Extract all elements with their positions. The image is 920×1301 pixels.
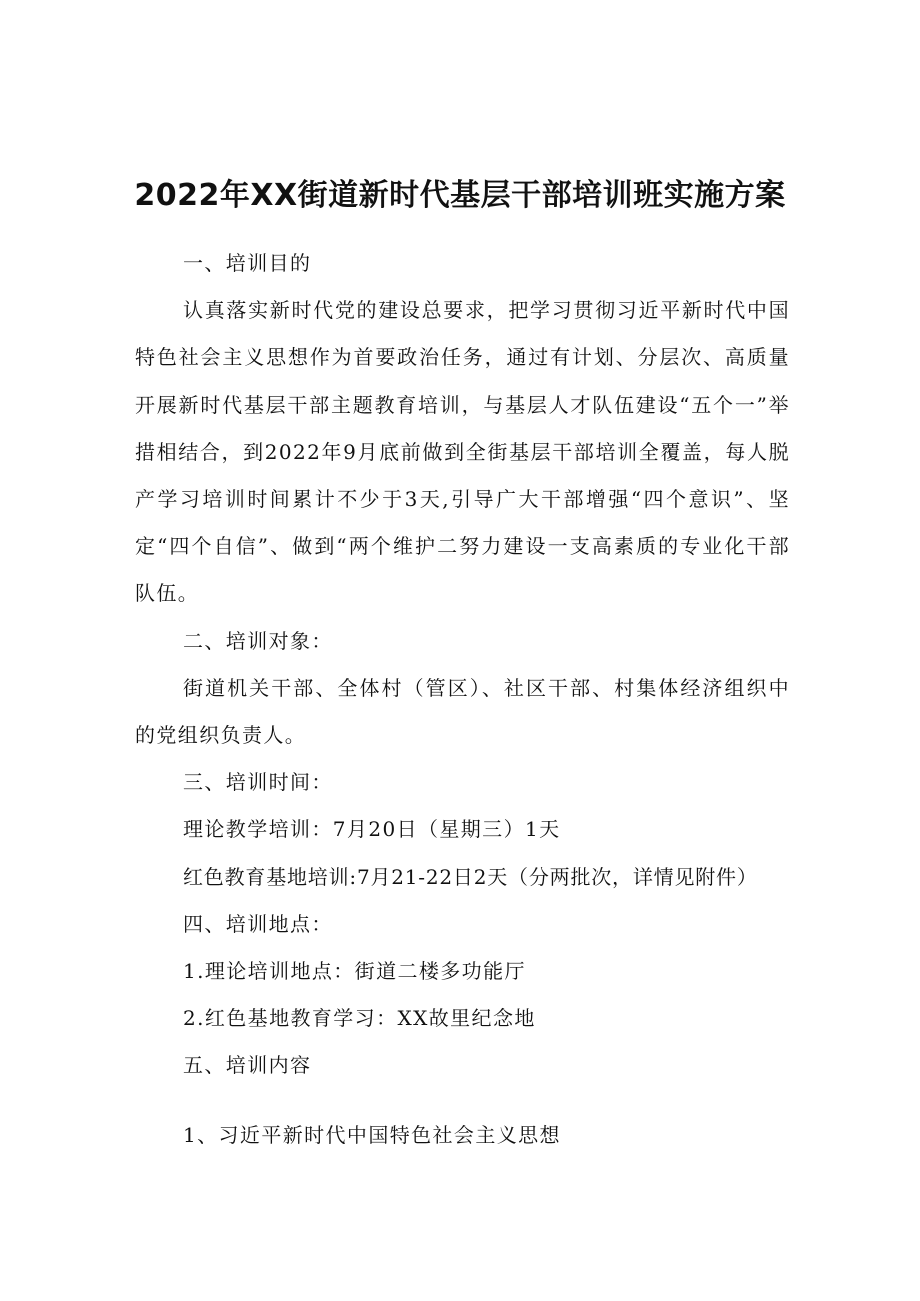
section-heading-location: 四、培训地点： bbox=[183, 911, 333, 936]
section-heading-purpose: 一、培训目的 bbox=[183, 251, 312, 275]
time-item-red-base: 红色教育基地培训:7月21-22日2天（分两批次，详情见附件） bbox=[183, 864, 758, 889]
section-heading-content: 五、培训内容 bbox=[183, 1053, 312, 1078]
section-heading-audience: 二、培训对象： bbox=[183, 628, 333, 653]
content-item-1: 1、习近平新时代中国特色社会主义思想 bbox=[183, 1122, 561, 1147]
time-item-theory: 理论教学培训：7月20日（星期三）1天 bbox=[183, 817, 561, 842]
location-item-theory: 1.理论培训地点：街道二楼多功能厅 bbox=[183, 959, 526, 984]
document-body bbox=[135, 240, 790, 1159]
location-item-red-base: 2.红色基地教育学习：XX故里纪念地 bbox=[183, 1006, 536, 1031]
section-heading-time: 三、培训时间： bbox=[183, 770, 333, 795]
section-body-audience: 街道机关干部、全体村（管区）、社区干部、村集体经济组织中的党组织负责人。 bbox=[135, 675, 790, 748]
section-body-purpose: 认真落实新时代党的建设总要求，把学习贯彻习近平新时代中国特色社会主义思想作为首要政治任务，通过有计划、分层次、高质量开展新时代基层干部主题教育培训，与基层人才队伍建设“五个一”举措相结合，到2022年9月底前做到全街基层干部培训全覆盖，每人脱产学习培训时间累计不少于3天,引导广大干部增强“四个意识”、坚定“四个自信”、做到“两个维护二努力建设一支高素质的专业化干部队伍。 bbox=[135, 298, 790, 606]
document-title: 2022年XX街道新时代基层干部培训班实施方案 bbox=[134, 178, 786, 213]
